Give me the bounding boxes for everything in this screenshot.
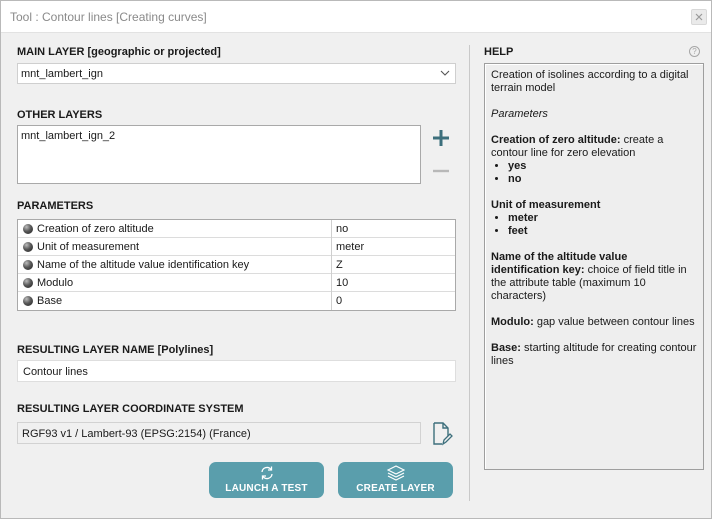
table-row[interactable] <box>18 220 455 238</box>
help-desc: gap value between contour lines <box>533 316 695 328</box>
add-layer-button[interactable] <box>430 127 452 149</box>
help-term: Modulo: <box>491 316 534 328</box>
other-layers-list[interactable] <box>17 125 421 184</box>
parameter-name-cell <box>18 274 332 292</box>
parameter-value[interactable]: 0 <box>336 295 343 307</box>
close-button[interactable] <box>691 9 707 25</box>
parameter-name: Unit of measurement <box>37 241 140 253</box>
close-icon <box>695 13 703 21</box>
crs-field <box>17 422 421 444</box>
parameter-name-cell <box>18 220 332 238</box>
table-row[interactable] <box>18 274 455 292</box>
list-item: • yes <box>508 160 697 173</box>
list-item: • no <box>508 173 697 186</box>
table-row[interactable] <box>18 292 455 310</box>
bullet-icon <box>23 224 33 234</box>
help-label: HELP <box>484 46 514 58</box>
parameters-label: PARAMETERS <box>17 200 94 212</box>
help-key <box>491 251 697 303</box>
crs-value: RGF93 v1 / Lambert-93 (EPSG:2154) (France) <box>22 428 251 440</box>
help-desc: starting altitude for creating contour lines <box>491 342 697 367</box>
layers-icon <box>387 465 405 481</box>
main-layer-select[interactable] <box>17 63 456 84</box>
help-term: Creation of zero altitude: <box>491 134 621 146</box>
table-row[interactable] <box>18 238 455 256</box>
help-desc: choice of field title in the attribute table (maximum 10 characters) <box>491 264 687 302</box>
bullet-icon <box>23 260 33 270</box>
parameter-name-cell <box>18 292 332 310</box>
bullet-icon <box>23 278 33 288</box>
minus-icon <box>432 169 450 173</box>
list-item: • feet <box>508 225 697 238</box>
parameter-value[interactable]: Z <box>336 259 343 271</box>
parameter-name-cell <box>18 238 332 256</box>
select-crs-button[interactable] <box>430 421 454 447</box>
list-item[interactable]: mnt_lambert_ign_2 <box>21 130 116 142</box>
main-layer-value: mnt_lambert_ign <box>21 68 103 80</box>
help-panel <box>484 63 704 470</box>
launch-test-label: LAUNCH A TEST <box>225 483 308 494</box>
parameters-table <box>17 219 456 311</box>
bullet-icon <box>23 242 33 252</box>
help-zero-altitude-options <box>508 160 697 186</box>
help-question-icon[interactable]: ? <box>689 46 700 57</box>
help-parameters-heading: Parameters <box>491 108 548 120</box>
help-term: Base: <box>491 342 521 354</box>
help-term: Name of the altitude value identification key: <box>491 251 628 276</box>
title-bar <box>1 1 711 33</box>
remove-layer-button[interactable] <box>430 161 452 181</box>
result-name-input[interactable] <box>17 360 456 382</box>
parameter-name: Creation of zero altitude <box>37 223 154 235</box>
parameter-name-cell <box>18 256 332 274</box>
help-desc: create a contour line for zero elevation <box>491 134 664 159</box>
vertical-divider <box>469 45 470 501</box>
help-intro: Creation of isolines according to a digital terrain model <box>491 69 689 94</box>
parameter-name: Base <box>37 295 63 307</box>
help-zero-altitude <box>491 134 697 160</box>
result-name-label: RESULTING LAYER NAME [Polylines] <box>17 344 214 356</box>
parameter-name: Modulo <box>37 277 74 289</box>
chevron-down-icon <box>440 69 450 77</box>
document-edit-icon <box>431 422 453 446</box>
result-name-value: Contour lines <box>23 366 88 378</box>
result-crs-label: RESULTING LAYER COORDINATE SYSTEM <box>17 403 244 415</box>
window-title: Tool : Contour lines [Creating curves] <box>10 10 207 24</box>
plus-icon <box>432 129 450 147</box>
other-layers-label: OTHER LAYERS <box>17 109 103 121</box>
list-item: • meter <box>508 212 697 225</box>
parameter-name: Name of the altitude value identification key <box>37 259 250 271</box>
help-unit-options <box>508 212 697 238</box>
create-layer-label: CREATE LAYER <box>356 483 435 494</box>
main-layer-label: MAIN LAYER [geographic or projected] <box>17 46 221 58</box>
parameter-value[interactable]: 10 <box>336 277 349 289</box>
help-base <box>491 342 697 368</box>
refresh-icon <box>259 465 275 481</box>
help-unit-term: Unit of measurement <box>491 199 601 211</box>
parameter-value[interactable]: no <box>336 223 349 235</box>
help-modulo <box>491 316 697 329</box>
table-row[interactable] <box>18 256 455 274</box>
parameter-value[interactable]: meter <box>336 241 365 253</box>
create-layer-button[interactable] <box>338 462 453 498</box>
bullet-icon <box>23 296 33 306</box>
launch-test-button[interactable] <box>209 462 324 498</box>
